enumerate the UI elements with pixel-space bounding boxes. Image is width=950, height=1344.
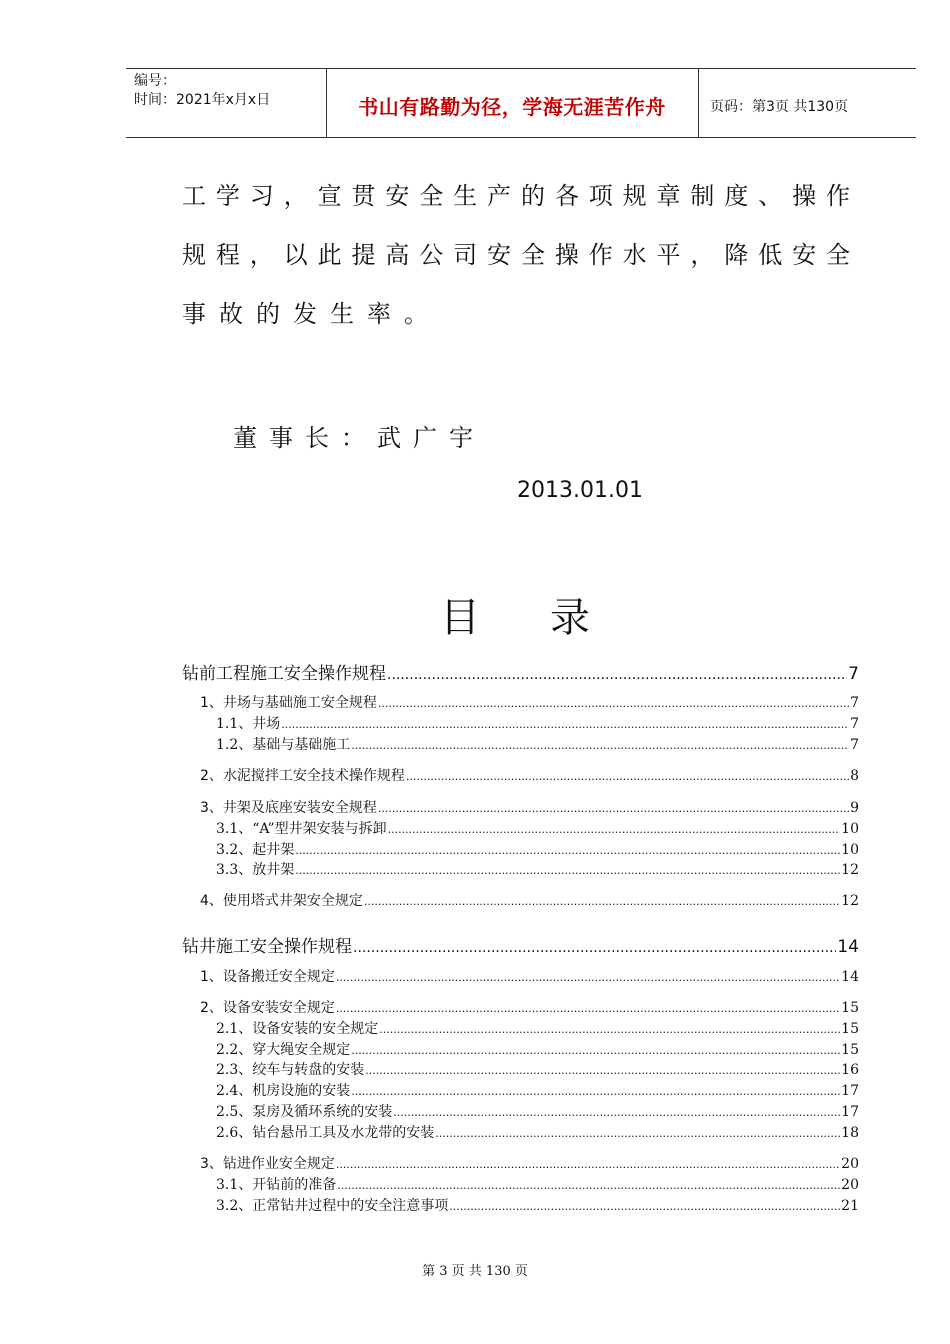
toc-entry-label: 3、井架及底座安装安全规程: [200, 800, 377, 816]
toc-entry[interactable]: [216, 839, 859, 859]
toc-entry[interactable]: [200, 797, 859, 817]
toc-entry-page: 15: [841, 1000, 859, 1016]
toc-leader: [378, 802, 849, 815]
toc-leader: [336, 1158, 840, 1171]
toc-entry[interactable]: [200, 765, 859, 785]
toc-leader: [387, 667, 847, 683]
toc-entry[interactable]: [216, 713, 859, 733]
toc-entry-label: 钻前工程施工安全操作规程: [182, 664, 386, 684]
toc-leader: [388, 823, 841, 836]
toc-entry[interactable]: [216, 818, 859, 838]
toc-entry-page: 15: [841, 1021, 859, 1037]
toc-leader: [351, 739, 849, 752]
toc-leader: [353, 940, 836, 956]
page-header: [126, 68, 916, 138]
toc-leader: [351, 1044, 840, 1057]
toc-leader: [365, 1064, 840, 1077]
toc-leader: [281, 718, 849, 731]
toc-leader: [295, 844, 840, 857]
toc-entry[interactable]: [216, 1059, 859, 1079]
toc-entry[interactable]: [216, 1080, 859, 1100]
toc-entry[interactable]: [216, 734, 859, 754]
toc-entry-page: 21: [841, 1198, 859, 1214]
toc-entry-page: 7: [850, 695, 859, 711]
serial-label: 编号：: [134, 73, 176, 89]
toc-entry[interactable]: [216, 1018, 859, 1038]
signature-date: 2013.01.01: [517, 478, 643, 503]
toc-entry-page: 15: [841, 1042, 859, 1058]
toc-entry-page: 14: [841, 969, 859, 985]
toc-entry-page: 16: [841, 1062, 859, 1078]
toc-entry-page: 20: [841, 1177, 859, 1193]
toc-entry-page: 9: [850, 800, 859, 816]
toc-entry-page: 12: [841, 893, 859, 909]
toc-entry-label: 2.1、设备安装的安全规定: [216, 1021, 379, 1037]
toc-entry[interactable]: [216, 1101, 859, 1121]
toc-entry-label: 3.3、放井架: [216, 862, 295, 878]
toc-entry[interactable]: [200, 692, 859, 712]
toc-leader: [406, 770, 849, 783]
toc-leader: [336, 971, 840, 984]
body-line-2: 规程，以此提高公司安全操作水平，降低安全: [182, 241, 850, 269]
page-footer: 第 3 页 共 130 页: [422, 1264, 528, 1279]
toc-entry-label: 2.4、机房设施的安装: [216, 1083, 351, 1099]
body-line-3: 事故的发生率。: [182, 300, 441, 328]
toc-entry-label: 3.2、起井架: [216, 842, 295, 858]
toc-title: 目录: [440, 595, 660, 641]
toc-leader: [351, 1085, 840, 1098]
toc-entry-label: 2、水泥搅拌工安全技术操作规程: [200, 768, 405, 784]
toc-entry[interactable]: [216, 1122, 859, 1142]
toc-entry[interactable]: [216, 859, 859, 879]
body-line-1: 工学习，宣贯安全生产的各项规章制度、操作: [182, 182, 850, 210]
toc-entry-label: 钻井施工安全操作规程: [182, 937, 352, 957]
toc-entry[interactable]: [216, 1174, 859, 1194]
toc-entry-label: 3、钻进作业安全规定: [200, 1156, 335, 1172]
toc-entry-page: 20: [841, 1156, 859, 1172]
time-label: 时间：2021年x月x日: [134, 92, 271, 108]
toc-entry[interactable]: [182, 932, 859, 957]
motto-text: 书山有路勤为径，学海无涯苦作舟: [358, 95, 666, 119]
toc-entry-label: 2、设备安装安全规定: [200, 1000, 335, 1016]
toc-entry-page: 7: [850, 716, 859, 732]
toc-leader: [449, 1200, 840, 1213]
toc-entry-label: 3.1、开钻前的准备: [216, 1177, 337, 1193]
toc-entry-label: 2.3、绞车与转盘的安装: [216, 1062, 365, 1078]
toc-entry[interactable]: [182, 659, 859, 684]
toc-leader: [378, 697, 849, 710]
toc-leader: [295, 864, 840, 877]
toc-leader: [337, 1179, 840, 1192]
toc-entry-label: 2.5、泵房及循环系统的安装: [216, 1104, 393, 1120]
toc-entry-page: 17: [841, 1104, 859, 1120]
toc-leader: [435, 1127, 840, 1140]
toc-entry-page: 10: [841, 821, 859, 837]
toc-leader: [336, 1002, 840, 1015]
toc-entry-label: 1、设备搬迁安全规定: [200, 969, 335, 985]
header-meta-cell: [126, 69, 327, 137]
toc-entry-label: 2.2、穿大绳安全规定: [216, 1042, 351, 1058]
toc-entry-page: 12: [841, 862, 859, 878]
toc-entry[interactable]: [200, 997, 859, 1017]
toc-entry[interactable]: [216, 1195, 859, 1215]
toc-entry[interactable]: [200, 890, 859, 910]
header-motto-cell: [326, 69, 699, 137]
toc-entry-page: 18: [841, 1125, 859, 1141]
toc-entry[interactable]: [200, 1153, 859, 1173]
toc-entry-page: 10: [841, 842, 859, 858]
toc-entry-page: 7: [848, 664, 859, 684]
toc-entry-label: 2.6、钻台悬吊工具及水龙带的安装: [216, 1125, 435, 1141]
toc-entry-page: 14: [837, 937, 859, 957]
toc-entry-label: 3.2、正常钻井过程中的安全注意事项: [216, 1198, 449, 1214]
header-page-cell: [698, 69, 916, 137]
toc-entry-label: 1、井场与基础施工安全规程: [200, 695, 377, 711]
signature-title: 董事长：武广宇: [233, 424, 485, 452]
page-info: 页码：第3页 共130页: [710, 99, 849, 115]
toc-leader: [393, 1106, 840, 1119]
toc-entry-label: 4、使用塔式井架安全规定: [200, 893, 363, 909]
toc-entry[interactable]: [200, 966, 859, 986]
toc-entry[interactable]: [216, 1039, 859, 1059]
toc-leader: [364, 895, 840, 908]
toc-entry-label: 1.1、井场: [216, 716, 281, 732]
toc-entry-label: 3.1、“A”型井架安装与拆卸: [216, 821, 387, 837]
toc-entry-page: 7: [850, 737, 859, 753]
toc-entry-label: 1.2、基础与基础施工: [216, 737, 351, 753]
toc-entry-page: 17: [841, 1083, 859, 1099]
toc-leader: [379, 1023, 840, 1036]
toc-entry-page: 8: [850, 768, 859, 784]
